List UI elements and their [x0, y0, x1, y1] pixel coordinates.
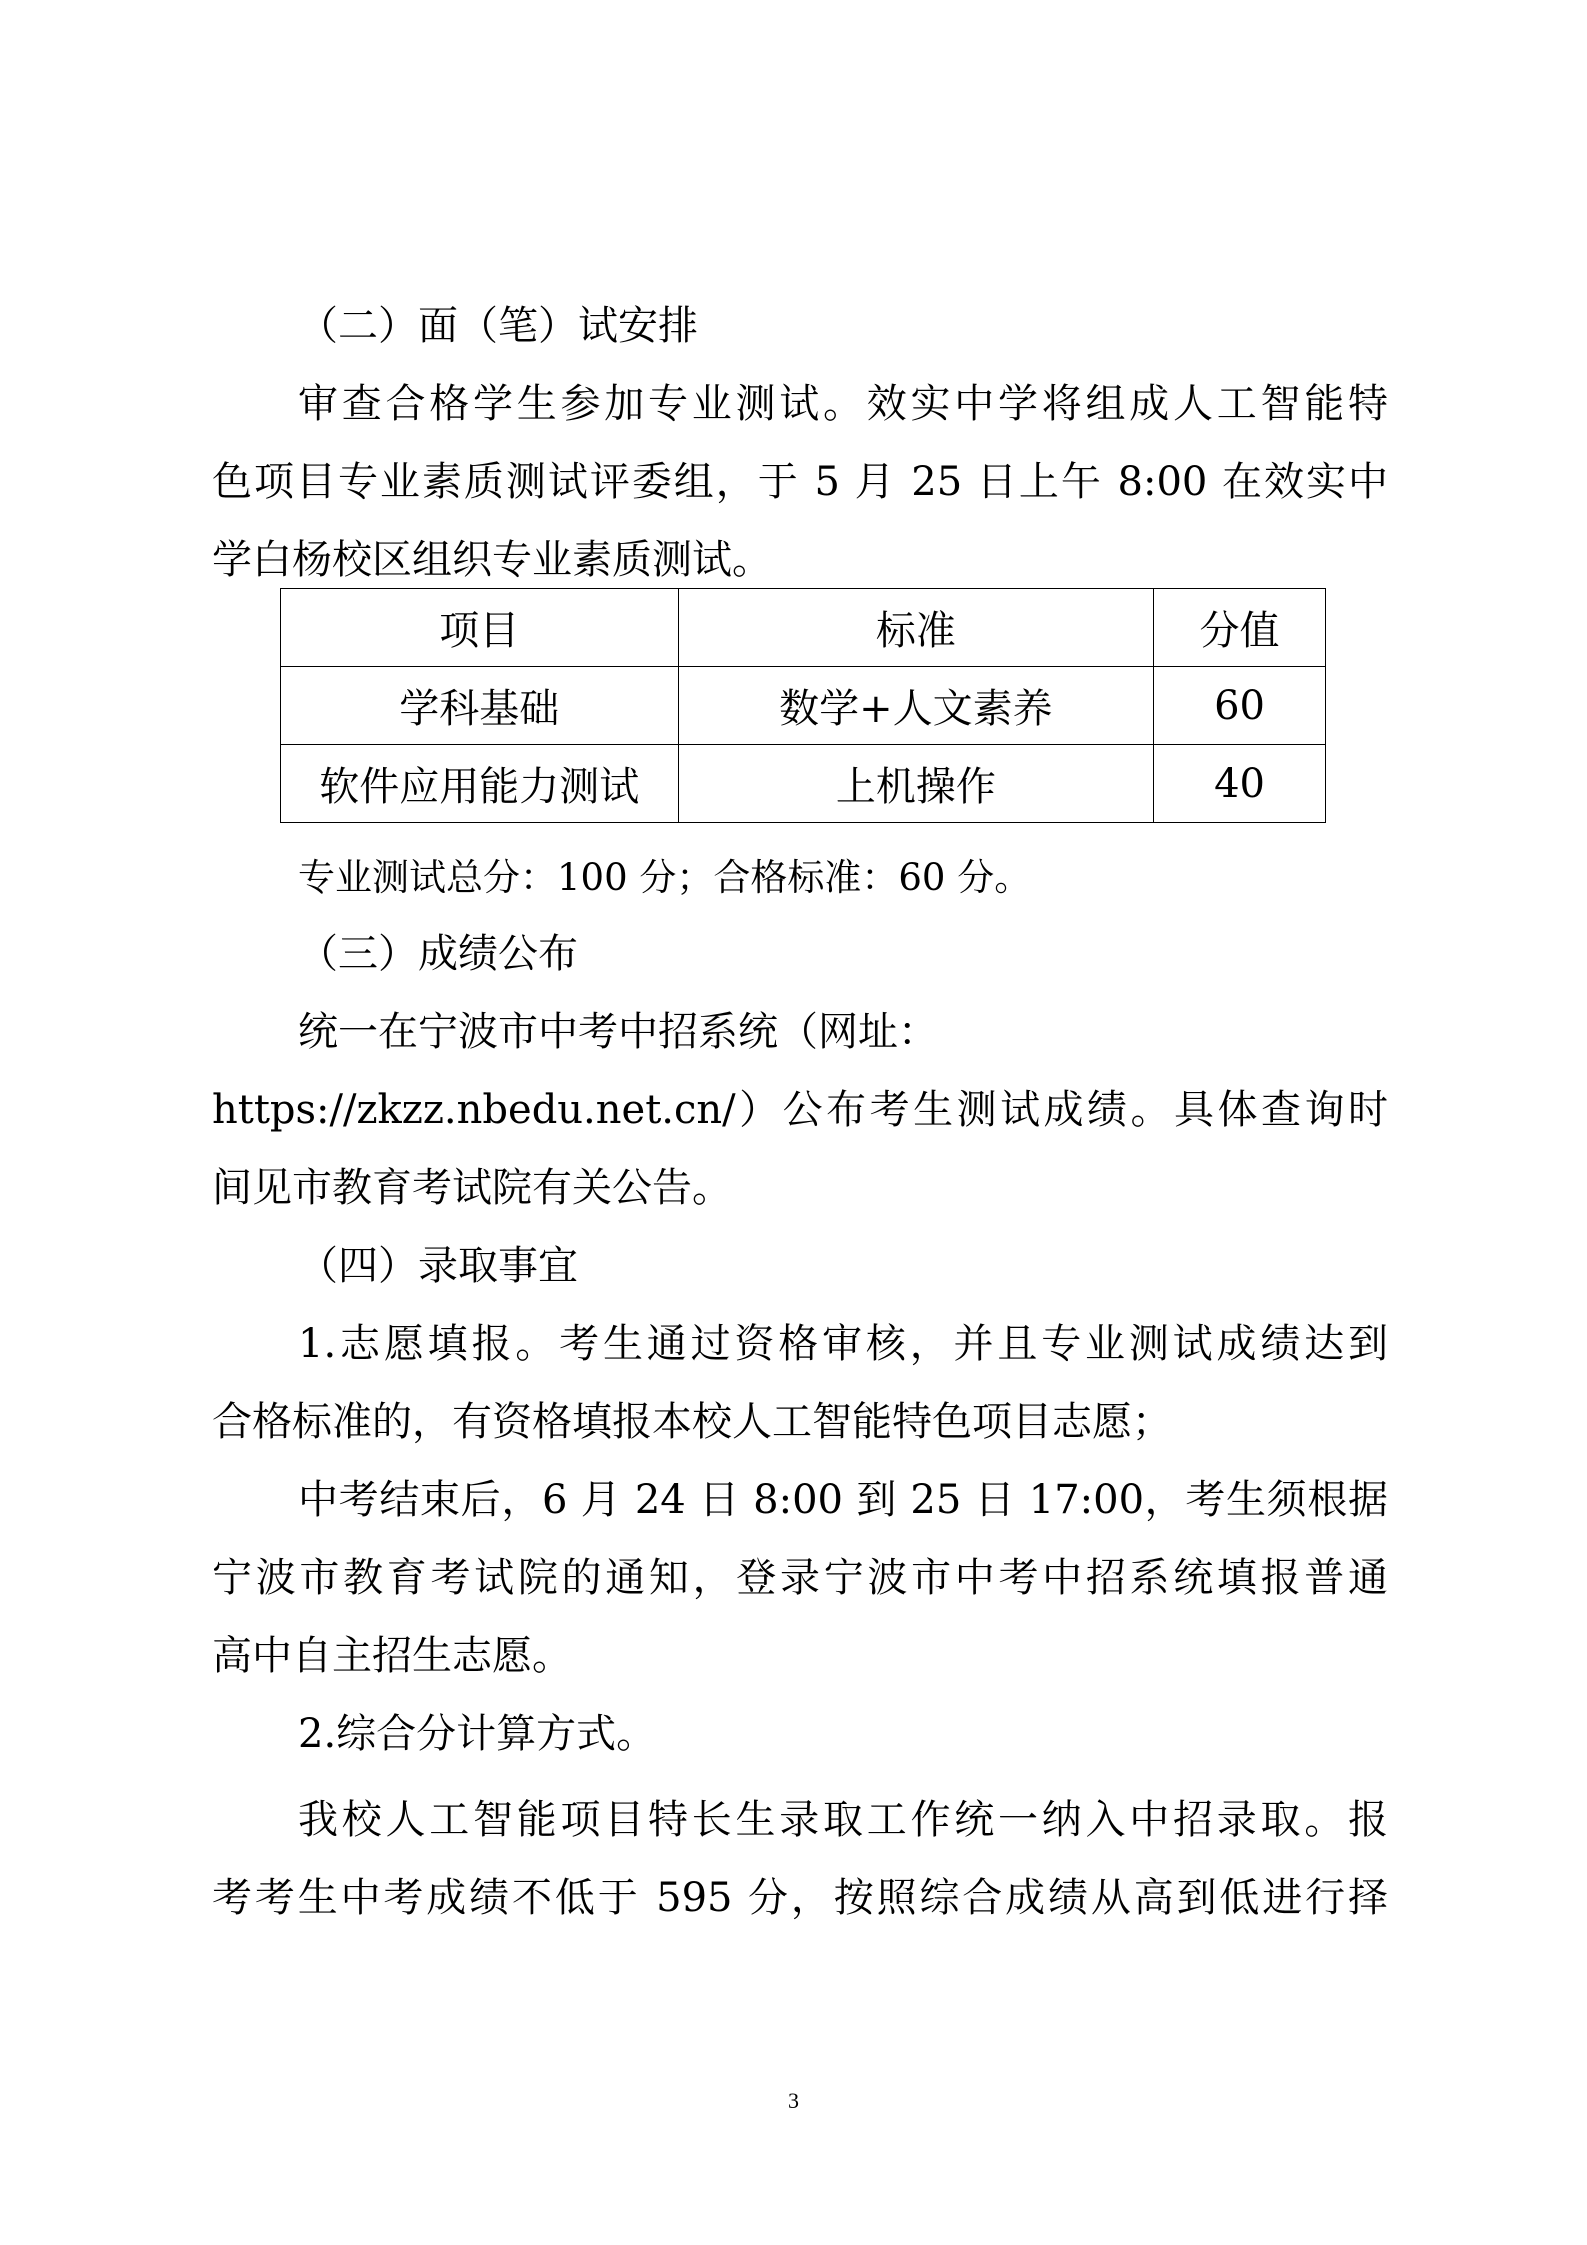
- section3-heading: （三）成绩公布: [298, 931, 578, 977]
- section3-para-line-2: https://zkzz.nbedu.net.cn/）公布考生测试成绩。具体查询时: [212, 1087, 1388, 1133]
- section2-para-line-2: 色项目专业素质测试评委组，于 5 月 25 日上午 8:00 在效实中: [212, 459, 1388, 505]
- table-cell: 数学+人文素养: [678, 667, 1154, 745]
- item2-line-1: 我校人工智能项目特长生录取工作统一纳入中招录取。报: [298, 1797, 1388, 1843]
- table-cell: 学科基础: [281, 667, 679, 745]
- item1-line-1: 1.志愿填报。考生通过资格审核，并且专业测试成绩达到: [298, 1321, 1388, 1367]
- table-cell: 40: [1154, 745, 1326, 823]
- section2-para-line-1: 审查合格学生参加专业测试。效实中学将组成人工智能特: [298, 381, 1388, 427]
- table-header-cell: 分值: [1154, 589, 1326, 667]
- item1-cont-line-2: 宁波市教育考试院的通知，登录宁波市中考中招系统填报普通: [212, 1555, 1388, 1601]
- section2-para-line-3: 学白杨校区组织专业素质测试。: [212, 537, 772, 583]
- item1-cont-line-3: 高中自主招生志愿。: [212, 1633, 572, 1679]
- item2-heading: 2.综合分计算方式。: [298, 1711, 657, 1757]
- table-cell: 软件应用能力测试: [281, 745, 679, 823]
- table-row: [281, 667, 1326, 745]
- section3-para-line-3: 间见市教育考试院有关公告。: [212, 1165, 732, 1211]
- section3-para-line-1: 统一在宁波市中考中招系统（网址：: [298, 1009, 938, 1055]
- test-items-table: [280, 588, 1326, 823]
- table-row: [281, 745, 1326, 823]
- score-note: 专业测试总分：100 分；合格标准：60 分。: [298, 856, 1032, 899]
- table-cell: 上机操作: [678, 745, 1154, 823]
- section4-heading: （四）录取事宜: [298, 1243, 578, 1289]
- item2-line-2: 考考生中考成绩不低于 595 分，按照综合成绩从高到低进行择: [212, 1875, 1388, 1921]
- table-header-cell: 标准: [678, 589, 1154, 667]
- page-number: 3: [788, 2088, 799, 2113]
- table-header-row: [281, 589, 1326, 667]
- section2-heading: （二）面（笔）试安排: [298, 303, 698, 349]
- table-cell: 60: [1154, 667, 1326, 745]
- item1-line-2: 合格标准的，有资格填报本校人工智能特色项目志愿；: [212, 1399, 1172, 1445]
- table-header-cell: 项目: [281, 589, 679, 667]
- item1-cont-line-1: 中考结束后，6 月 24 日 8:00 到 25 日 17:00，考生须根据: [298, 1477, 1388, 1523]
